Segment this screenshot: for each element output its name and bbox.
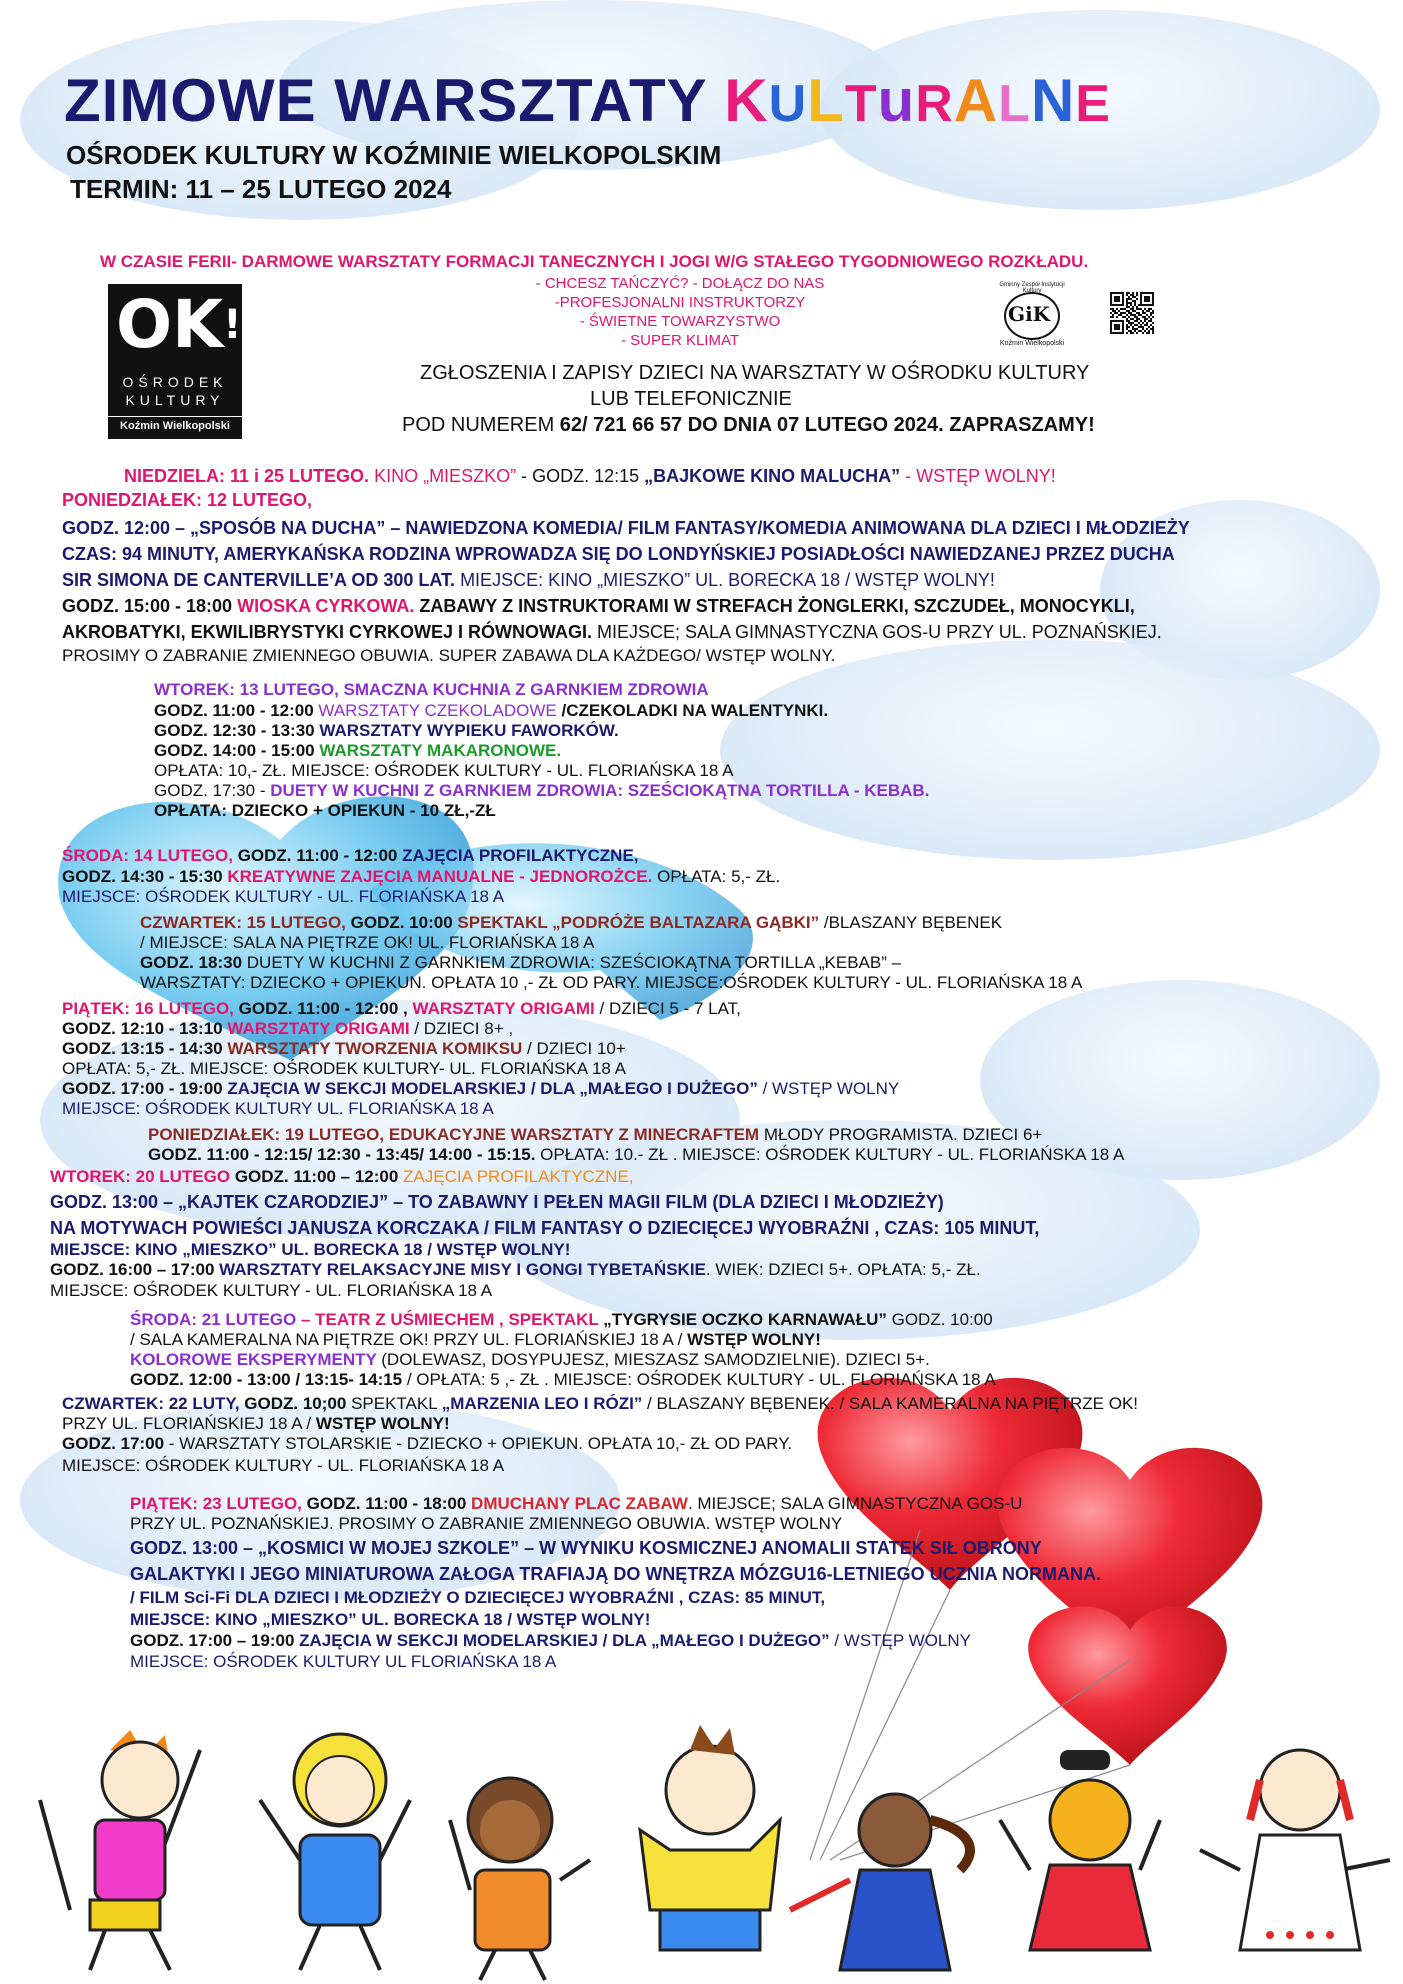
ok-logo-line1: OŚRODEK xyxy=(122,374,228,390)
kid-figure xyxy=(640,1725,780,1950)
gik-text: GiK xyxy=(1008,302,1051,326)
schedule-line: CZWARTEK: 15 LUTEGO, GODZ. 10:00 SPEKTAKL „PODRÓŻE BALTAZARA GĄBKI” /BLASZANY BĘBENEK xyxy=(140,913,1003,932)
schedule-line: GODZ. 17:30 - DUETY W KUCHNI Z GARNKIEM ZDROWIA: SZEŚCIOKĄTNA TORTILLA - KEBAB. xyxy=(154,781,930,800)
schedule-line: GODZ. 14:30 - 15:30 KREATYWNE ZAJĘCIA MANUALNE - JEDNOROŻCE. OPŁATA: 5,- ZŁ. xyxy=(62,867,781,886)
ferie-bullets xyxy=(480,274,880,350)
schedule-line: OPŁATA: 10,- ZŁ. MIEJSCE: OŚRODEK KULTURY - UL. FLORIAŃSKA 18 A xyxy=(154,761,734,780)
title-letter: T xyxy=(844,75,878,133)
schedule-line: ŚRODA: 14 LUTEGO, GODZ. 11:00 - 12:00 ZAJĘCIA PROFILAKTYCZNE, xyxy=(62,846,639,865)
schedule-line: GODZ. 17:00 - 19:00 ZAJĘCIA W SEKCJI MODELARSKIEJ / DLA „MAŁEGO I DUŻEGO” / WSTĘP WOLNY xyxy=(62,1079,900,1098)
signup-line3: POD NUMEREM 62/ 721 66 57 DO DNIA 07 LUTEGO 2024. ZAPRASZAMY! xyxy=(402,414,1095,436)
schedule-line: GODZ. 12:00 - 13:00 / 13:15- 14:15 / OPŁATA: 5 ,- ZŁ . MIEJSCE: OŚRODEK KULTURY - UL. FLORIAŃSKA 18 A xyxy=(130,1370,996,1389)
schedule-line: GODZ. 11:00 - 12:00 WARSZTATY CZEKOLADOWE /CZEKOLADKI NA WALENTYNKI. xyxy=(154,701,829,720)
kid-figure xyxy=(790,1794,970,1970)
schedule-line: KOLOROWE EKSPERYMENTY (DOLEWASZ, DOSYPUJESZ, MIESZASZ SAMODZIELNIE). DZIECI 5+. xyxy=(130,1350,930,1369)
schedule-line: PRZY UL. FLORIAŃSKIEJ 18 A / WSTĘP WOLNY! xyxy=(62,1414,450,1433)
schedule-line: WTOREK: 13 LUTEGO, SMACZNA KUCHNIA Z GARNKIEM ZDROWIA xyxy=(154,680,709,699)
ok-logo-line2: KULTURY xyxy=(125,392,225,408)
schedule-line: PRZY UL. POZNAŃSKIEJ. PROSIMY O ZABRANIE ZMIENNEGO OBUWIA. WSTĘP WOLNY xyxy=(130,1514,843,1533)
schedule-line: GODZ. 18:30 DUETY W KUCHNI Z GARNKIEM ZDROWIA: SZEŚCIOKĄTNA TORTILLA „KEBAB” – xyxy=(140,953,902,972)
schedule-line: / FILM Sci-Fi DLA DZIECI I MŁODZIEŻY O DZIECIĘCEJ WYOBRAŹNI , CZAS: 85 MINUT, xyxy=(130,1588,826,1607)
ferie-line: W CZASIE FERII- DARMOWE WARSZTATY FORMACJI TANECZNYCH I JOGI W/G STAŁEGO TYGODNIOWEGO ROZKŁADU. xyxy=(100,252,1089,271)
title-letter: U xyxy=(768,75,808,133)
schedule-line: GODZ. 17:00 - WARSZTATY STOLARSKIE - DZIECKO + OPIEKUN. OPŁATA 10,- ZŁ OD PARY. xyxy=(62,1434,793,1453)
gik-logo xyxy=(990,282,1074,352)
schedule-line: GODZ. 12:30 - 13:30 WARSZTATY WYPIEKU FAWORKÓW. xyxy=(154,721,619,740)
kid-figure xyxy=(260,1734,410,1970)
signup-line1: ZGŁOSZENIA I ZAPISY DZIECI NA WARSZTATY W OŚRODKU KULTURY xyxy=(420,362,1090,384)
schedule-line: MIEJSCE: OŚRODEK KULTURY - UL. FLORIAŃSKA 18 A xyxy=(62,1456,505,1475)
kid-figure xyxy=(40,1730,200,1970)
schedule-line: / SALA KAMERALNA NA PIĘTRZE OK! PRZY UL. FLORIAŃSKIEJ 18 A / WSTĘP WOLNY! xyxy=(130,1330,821,1349)
bullet: -PROFESJONALNI INSTRUKTORZY xyxy=(554,294,806,311)
schedule-line: WARSZTATY: DZIECKO + OPIEKUN. OPŁATA 10 ,- ZŁ OD PARY. MIEJSCE:OŚRODEK KULTURY - UL. FLORIAŃSKA 18 A xyxy=(140,973,1083,992)
qr-code xyxy=(1106,286,1160,340)
title-letter: R xyxy=(915,75,954,133)
page-title-prefix: ZIMOWE WARSZTATY xyxy=(64,67,725,134)
schedule-line: OPŁATA: DZIECKO + OPIEKUN - 10 ZŁ,-ZŁ xyxy=(154,801,496,820)
page-subtitle: OŚRODEK KULTURY W KOŹMINIE WIELKOPOLSKIM xyxy=(66,140,722,170)
schedule-line: GODZ. 12:00 – „SPOSÓB NA DUCHA” – NAWIEDZONA KOMEDIA/ FILM FANTASY/KOMEDIA ANIMOWANA DLA DZIECI I MŁODZIEŻY xyxy=(62,518,1190,538)
schedule-line: / MIEJSCE: SALA NA PIĘTRZE OK! UL. FLORIAŃSKA 18 A xyxy=(140,933,595,952)
schedule-line: CZWARTEK: 22 LUTY, GODZ. 10;00 SPEKTAKL „MARZENIA LEO I RÓZI” / BLASZANY BĘBENEK. / SALA KAMERALNA NA PIĘTRZE OK! xyxy=(62,1394,1139,1413)
schedule-line: GODZ. 15:00 - 18:00 WIOSKA CYRKOWA. ZABAWY Z INSTRUKTORAMI W STREFACH ŻONGLERKI, SZCZUDEŁ, MONOCYKLI, xyxy=(62,596,1135,616)
page-title-colorful xyxy=(724,67,1111,134)
schedule-line: SIR SIMONA DE CANTERVILLE’A OD 300 LAT. MIEJSCE: KINO „MIESZKO” UL. BORECKA 18 / WSTĘP WOLNY! xyxy=(62,570,995,590)
kid-figure xyxy=(450,1778,590,1980)
schedule-line: NIEDZIELA: 11 i 25 LUTEGO. KINO „MIESZKO” - GODZ. 12:15 „BAJKOWE KINO MALUCHA” - WSTĘP WOLNY! xyxy=(124,466,1056,486)
signup-block xyxy=(380,360,1360,438)
schedule-line: GALAKTYKI I JEGO MINIATUROWA ZAŁOGA TRAFIAJĄ DO WNĘTRZA MÓZGU16-LETNIEGO UCZNIA NORMANA. xyxy=(130,1564,1101,1584)
term-dates: TERMIN: 11 – 25 LUTEGO 2024 xyxy=(70,174,452,204)
title-letter: N xyxy=(1030,67,1076,134)
schedule-line: GODZ. 14:00 - 15:00 WARSZTATY MAKARONOWE. xyxy=(154,741,562,760)
schedule-line: PROSIMY O ZABRANIE ZMIENNEGO OBUWIA. SUPER ZABAWA DLA KAŻDEGO/ WSTĘP WOLNY. xyxy=(62,646,836,665)
gik-ring-text: Gminny Zespół Instytucji Kultury xyxy=(999,282,1065,294)
signup-line2: LUB TELEFONICZNIE xyxy=(590,388,792,410)
title-letter: u xyxy=(877,67,916,134)
bullet: - ŚWIETNE TOWARZYSTWO xyxy=(579,313,781,330)
schedule-line: MIEJSCE: OŚRODEK KULTURY - UL. FLORIAŃSKA 18 A xyxy=(50,1281,493,1300)
cartoon-children-illustration xyxy=(0,1710,1403,1984)
title-letter: K xyxy=(724,67,769,134)
osrodek-kultury-logo xyxy=(108,284,242,439)
schedule-line: GODZ. 13:00 – „KAJTEK CZARODZIEJ” – TO ZABAWNY I PEŁEN MAGII FILM (DLA DZIECI I MŁODZIEŻY) xyxy=(50,1192,944,1212)
bullet: - CHCESZ TAŃCZYĆ? - DOŁĄCZ DO NAS xyxy=(535,275,825,292)
schedule-line: AKROBATYKI, EKWILIBRYSTYKI CYRKOWEJ I RÓWNOWAGI. MIEJSCE; SALA GIMNASTYCZNA GOS-U PRZY UL. POZNAŃSKIEJ. xyxy=(62,622,1162,642)
schedule-line: PIĄTEK: 16 LUTEGO, GODZ. 11:00 - 12:00 , WARSZTATY ORIGAMI / DZIECI 5 - 7 LAT, xyxy=(62,999,741,1018)
ok-logo-town: Koźmin Wielkopolski xyxy=(108,416,242,432)
schedule-line: PONIEDZIAŁEK: 19 LUTEGO, EDUKACYJNE WARSZTATY Z MINECRAFTEM MŁODY PROGRAMISTA. DZIECI 6+ xyxy=(148,1125,1043,1144)
schedule-line: MIEJSCE: OŚRODEK KULTURY UL FLORIAŃSKA 18 A xyxy=(130,1652,557,1671)
schedule-line: NA MOTYWACH POWIEŚCI JANUSZA KORCZAKA / FILM FANTASY O DZIECIĘCEJ WYOBRAŹNI , CZAS: 105 MINUT, xyxy=(50,1218,1040,1238)
title-letter: L xyxy=(998,75,1031,133)
title-letter: A xyxy=(953,67,999,134)
title-letter: E xyxy=(1075,75,1111,133)
title-letter: L xyxy=(807,67,845,134)
schedule-line: GODZ. 12:10 - 13:10 WARSZTATY ORIGAMI / DZIECI 8+ , xyxy=(62,1019,514,1038)
bullet: - SUPER KLIMAT xyxy=(620,332,740,349)
schedule-line: PIĄTEK: 23 LUTEGO, GODZ. 11:00 - 18:00 DMUCHANY PLAC ZABAW. MIEJSCE; SALA GIMNASTYCZNA GOS-U xyxy=(130,1494,1023,1513)
schedule-line: CZAS: 94 MINUTY, AMERYKAŃSKA RODZINA WPROWADZA SIĘ DO LONDYŃSKIEJ POSIADŁOŚCI NAWIEDZANEJ PRZEZ DUCHA xyxy=(62,544,1175,564)
schedule-line: GODZ. 11:00 - 12:15/ 12:30 - 13:45/ 14:00 - 15:15. OPŁATA: 10.- ZŁ . MIEJSCE: OŚRODEK KULTURY - UL. FLORIAŃSKA 18 A xyxy=(148,1145,1125,1164)
gik-town: Koźmin Wielkopolski xyxy=(999,340,1065,347)
schedule-line: PONIEDZIAŁEK: 12 LUTEGO, xyxy=(62,490,313,510)
schedule-line: GODZ. 13:15 - 14:30 WARSZTATY TWORZENIA KOMIKSU / DZIECI 10+ xyxy=(62,1039,626,1058)
schedule-line: MIEJSCE: KINO „MIESZKO” UL. BORECKA 18 / WSTĘP WOLNY! xyxy=(50,1240,571,1259)
ok-logo-letters: OK! xyxy=(116,286,242,363)
schedule-line: OPŁATA: 5,- ZŁ. MIEJSCE: OŚRODEK KULTURY- UL. FLORIAŃSKA 18 A xyxy=(62,1059,627,1078)
schedule-line: WTOREK: 20 LUTEGO GODZ. 11:00 – 12:00 ZAJĘCIA PROFILAKTYCZNE, xyxy=(50,1167,634,1186)
page-title xyxy=(64,66,1111,139)
schedule-line: MIEJSCE: KINO „MIESZKO” UL. BORECKA 18 / WSTĘP WOLNY! xyxy=(130,1610,651,1629)
kid-figure xyxy=(1200,1750,1390,1950)
schedule-line: GODZ. 17:00 – 19:00 ZAJĘCIA W SEKCJI MODELARSKIEJ / DLA „MAŁEGO I DUŻEGO” / WSTĘP WOLNY xyxy=(130,1631,972,1650)
kid-figure xyxy=(1000,1750,1160,1950)
schedule-line: MIEJSCE: OŚRODEK KULTURY - UL. FLORIAŃSKA 18 A xyxy=(62,887,505,906)
schedule-line: MIEJSCE: OŚRODEK KULTURY UL. FLORIAŃSKA 18 A xyxy=(62,1099,494,1118)
schedule-line: GODZ. 16:00 – 17:00 WARSZTATY RELAKSACYJNE MISY I GONGI TYBETAŃSKIE. WIEK: DZIECI 5+. OPŁATA: 5,- ZŁ. xyxy=(50,1260,981,1279)
schedule-line: ŚRODA: 21 LUTEGO – TEATR Z UŚMIECHEM , SPEKTAKL „TYGRYSIE OCZKO KARNAWAŁU” GODZ. 10:00 xyxy=(130,1310,993,1329)
schedule-line: GODZ. 13:00 – „KOSMICI W MOJEJ SZKOLE” – W WYNIKU KOSMICZNEJ ANOMALII STATEK SIŁ OBRONY xyxy=(130,1538,1042,1558)
